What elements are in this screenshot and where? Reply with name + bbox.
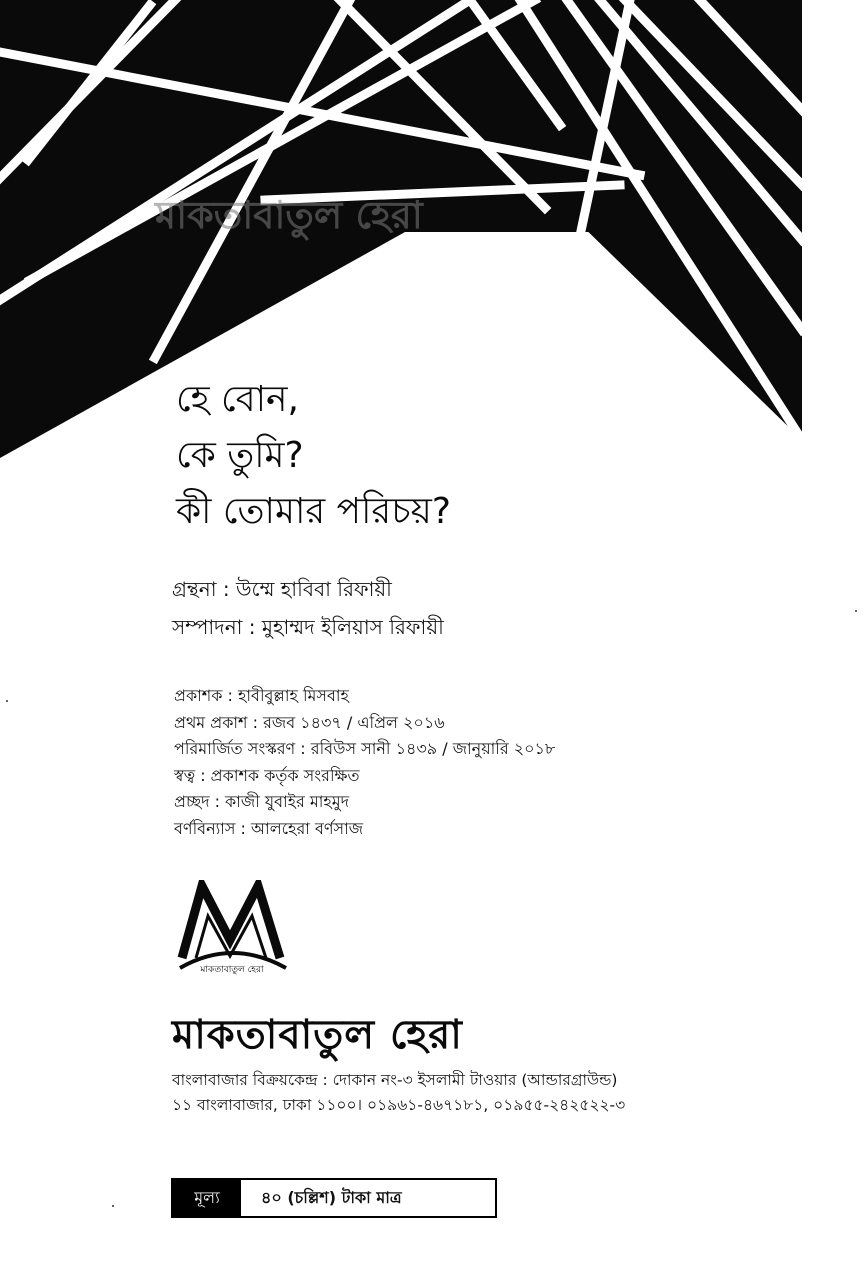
- price-value: ৪০ (চল্লিশ) টাকা মাত্র: [261, 1187, 402, 1207]
- scan-speck: [6, 700, 8, 702]
- publisher-logo: [174, 880, 294, 980]
- revised-edition-line: পরিমার্জিত সংস্করণ : রবিউস সানী ১৪৩৯ / জানুয়ারি ২০১৮: [174, 739, 556, 758]
- publication-details: [174, 683, 555, 842]
- compiler-line: গ্রন্থনা : উম্মে হাবিবা রিফায়ী: [172, 577, 392, 601]
- cover-watermark: মাকতাবাতুল হেরা: [155, 193, 423, 237]
- editor-line: সম্পাদনা : মুহাম্মদ ইলিয়াস রিফায়ী: [172, 615, 444, 639]
- price-box: [171, 1178, 497, 1218]
- copyright-line: স্বত্ব : প্রকাশক কর্তৃক সংরক্ষিত: [174, 765, 360, 785]
- address-line: বাংলাবাজার বিক্রয়কেন্দ্র : দোকান নং-৩ ইসলামী টাওয়ার (আন্ডারগ্রাউন্ড): [172, 1071, 618, 1089]
- first-edition-line: প্রথম প্রকাশ : রজব ১৪৩৭ / এপ্রিল ২০১৬: [174, 712, 445, 732]
- credits-block: [172, 570, 444, 646]
- typesetting-line: বর্ণবিন্যাস : আলহেরা বর্ণসাজ: [174, 818, 364, 838]
- cover-black-right-wedge: [535, 160, 802, 440]
- scan-speck: [112, 1205, 114, 1207]
- title-line: কে তুমি?: [176, 435, 304, 476]
- cover-white-gap: [802, 0, 868, 460]
- cover-designer-line: প্রচ্ছদ : কাজী যুবাইর মাহমুদ: [174, 792, 350, 811]
- price-label: মূল্য: [173, 1180, 241, 1216]
- address-line: ১১ বাংলাবাজার, ঢাকা ১১০০। ০১৯৬১-৪৬৭১৮১, ০১৯৫৫-২৪২৫২২-৩: [172, 1096, 626, 1114]
- logo-caption: মাকতাবাতুল হেরা: [200, 965, 264, 975]
- title-line: হে বোন,: [176, 379, 299, 420]
- title-line: কী তোমার পরিচয়?: [176, 491, 451, 532]
- sales-address: [172, 1068, 625, 1118]
- scan-speck: [855, 610, 857, 612]
- book-title: [176, 372, 451, 540]
- publisher-line: প্রকাশক : হাবীবুল্লাহ মিসবাহ: [174, 686, 349, 705]
- publisher-wordmark: মাকতাবাতুল হেরা: [172, 1012, 463, 1058]
